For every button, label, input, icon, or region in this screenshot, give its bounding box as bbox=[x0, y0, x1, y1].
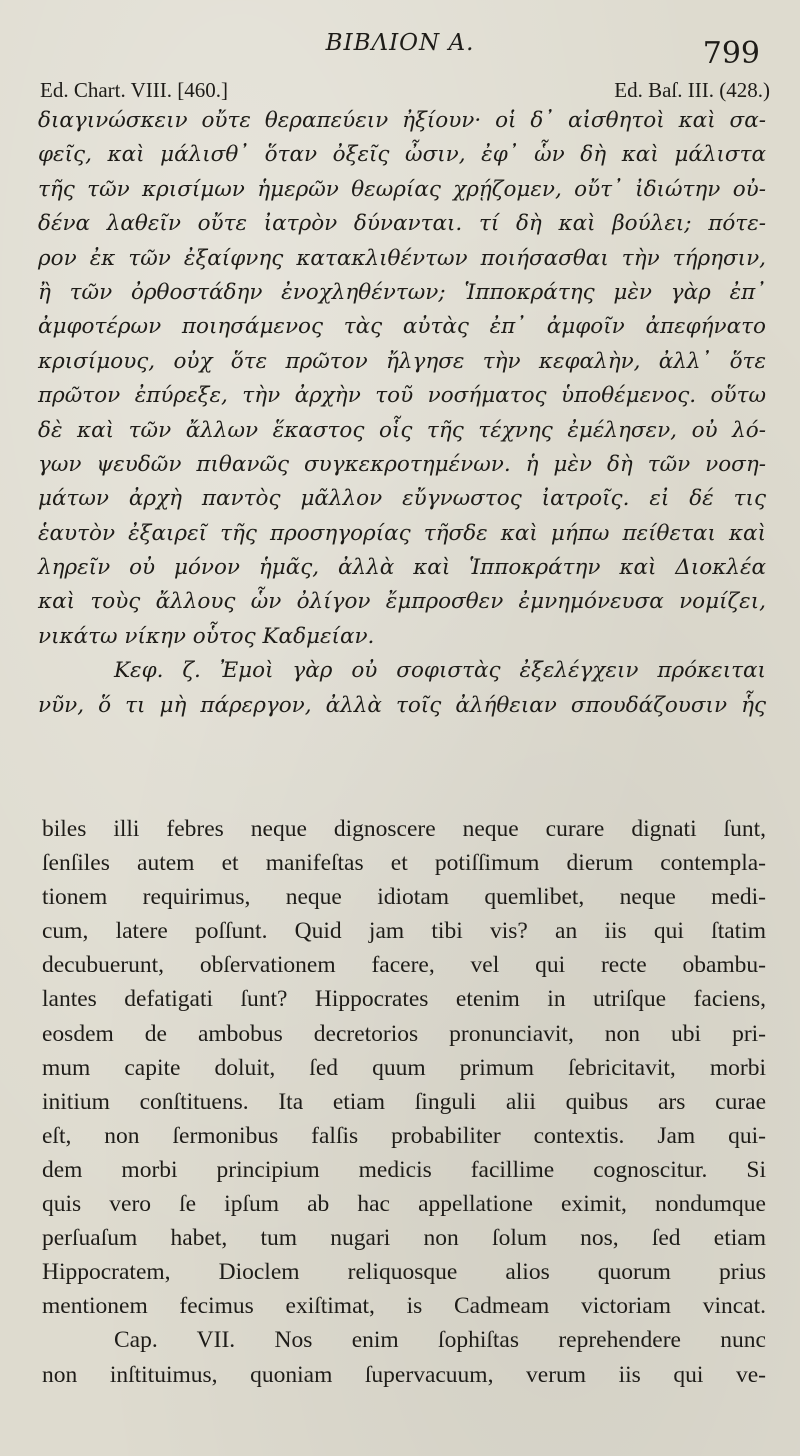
greek-line: καὶ τοὺς ἄλλους ὧν ὀλίγον ἔμπροσθεν ἐμνημόνευσα νομίζει, bbox=[38, 589, 766, 615]
latin-line: perſuaſum habet, tum nugari non ſolum nos, ſed etiam bbox=[42, 1225, 766, 1252]
greek-line: ἢ τῶν ὀρθοστάδην ἐνοχληθέντων; Ἱπποκράτης μὲν γὰρ ἐπ᾽ bbox=[38, 279, 766, 305]
page-number: 799 bbox=[702, 36, 760, 71]
latin-line: biles illi febres neque dignoscere neque curare dignati ſunt, bbox=[42, 816, 766, 842]
latin-line: non inſtituimus, quoniam ſupervacuum, verum iis qui ve- bbox=[42, 1361, 766, 1388]
latin-line: lantes defatigati ſunt? Hippocrates etenim in utriſque faciens, bbox=[42, 986, 766, 1013]
latin-line: quis vero ſe ipſum ab hac appellatione eximit, nondumque bbox=[42, 1191, 766, 1218]
greek-line: νῦν, ὅ τι μὴ πάρεργον, ἀλλὰ τοῖς ἀλήθειαν σπουδάζουσιν ἧς bbox=[38, 692, 766, 718]
latin-chapter-heading-line: Cap. VII. Nos enim ſophiſtas reprehendere nunc bbox=[114, 1327, 766, 1354]
latin-line: mum capite doluit, ſed quum primum ſebricitavit, morbi bbox=[42, 1054, 766, 1081]
greek-line: ληρεῖν οὐ μόνον ἡμᾶς, ἀλλὰ καὶ Ἱπποκράτην καὶ Διοκλέα bbox=[38, 555, 766, 581]
latin-line: initium conſtituens. Ita etiam ſinguli alii quibus ars curae bbox=[42, 1088, 766, 1115]
edition-left-reference: Ed. Chart. VIII. [460.] bbox=[40, 78, 228, 102]
greek-line: διαγινώσκειν οὔτε θεραπεύειν ἠξίουν· οἱ δ᾽ αἰσθητοὶ καὶ σα- bbox=[38, 108, 766, 133]
latin-line: cum, latere poſſunt. Quid jam tibi vis? an iis qui ſtatim bbox=[42, 918, 766, 945]
greek-line: κρισίμους, οὐχ ὅτε πρῶτον ἤλγησε τὴν κεφαλὴν, ἀλλ᾽ ὅτε bbox=[38, 348, 766, 374]
latin-line: ſenſiles autem et manifeſtas et potiſſimum dierum contempla- bbox=[42, 850, 766, 877]
latin-line: eſt, non ſermonibus falſis probabiliter contextis. Jam qui- bbox=[42, 1122, 766, 1149]
greek-line: ἀμφοτέρων ποιησάμενος τὰς αὐτὰς ἐπ᾽ ἀμφοῖν ἀπεφήνατο bbox=[38, 314, 766, 340]
greek-line: τῆς τῶν κρισίμων ἡμερῶν θεωρίας χρῄζομεν, οὔτ᾽ ἰδιώτην οὐ- bbox=[38, 176, 766, 202]
greek-line: δὲ καὶ τῶν ἄλλων ἕκαστος οἷς τῆς τέχνης ἐμέλησεν, οὐ λό- bbox=[38, 417, 766, 443]
running-head: ΒΙΒΛΙΟΝ Α. bbox=[325, 30, 475, 56]
greek-line: ἑαυτὸν ἐξαιρεῖ τῆς προσηγορίας τῆσδε καὶ μήπω πείθεται καὶ bbox=[38, 520, 766, 546]
latin-line: decubuerunt, obſervationem facere, vel qui recte obambu- bbox=[42, 952, 766, 979]
latin-line: dem morbi principium medicis facillime cognoscitur. Si bbox=[42, 1156, 766, 1183]
latin-line: Hippocratem, Dioclem reliquosque alios quorum prius bbox=[42, 1259, 766, 1286]
latin-line: mentionem fecimus exiſtimat, is Cadmeam victoriam vincat. bbox=[42, 1293, 766, 1320]
greek-line: μάτων ἀρχὴ παντὸς μᾶλλον εὔγνωστος ἰατροῖς. εἰ δέ τις bbox=[38, 486, 766, 512]
greek-chapter-heading-line: Κεφ. ζ. Ἐμοὶ γὰρ οὐ σοφιστὰς ἐξελέγχειν πρόκειται bbox=[114, 658, 766, 684]
greek-text-block bbox=[38, 104, 766, 723]
latin-line: tionem requirimus, neque idiotam quemlibet, neque medi- bbox=[42, 884, 766, 911]
greek-line: ρον ἐκ τῶν ἐξαίφνης κατακλιθέντων ποιήσασθαι τὴν τήρησιν, bbox=[38, 245, 766, 271]
greek-line: γων ψευδῶν πιθανῶς συγκεκροτημένων. ἡ μὲν δὴ τῶν νοση- bbox=[38, 451, 766, 477]
greek-line: δένα λαθεῖν οὔτε ἰατρὸν δύνανται. τί δὴ καὶ βούλει; πότε- bbox=[38, 211, 766, 237]
greek-line: φεῖς, καὶ μάλισθ᾽ ὅταν ὀξεῖς ὦσιν, ἐφ᾽ ὧν δὴ καὶ μάλιστα bbox=[38, 142, 766, 168]
edition-reference-line bbox=[40, 78, 770, 103]
latin-line: eosdem de ambobus decretorios pronunciavit, non ubi pri- bbox=[42, 1020, 766, 1047]
greek-line: νικάτω νίκην οὗτος Καδμείαν. bbox=[38, 623, 375, 649]
greek-line: πρῶτον ἐπύρεξε, τὴν ἀρχὴν τοῦ νοσήματος ὑποθέμενος. οὕτω bbox=[38, 383, 766, 409]
latin-text-block bbox=[42, 812, 766, 1392]
edition-right-reference: Ed. Baſ. III. (428.) bbox=[614, 78, 770, 102]
